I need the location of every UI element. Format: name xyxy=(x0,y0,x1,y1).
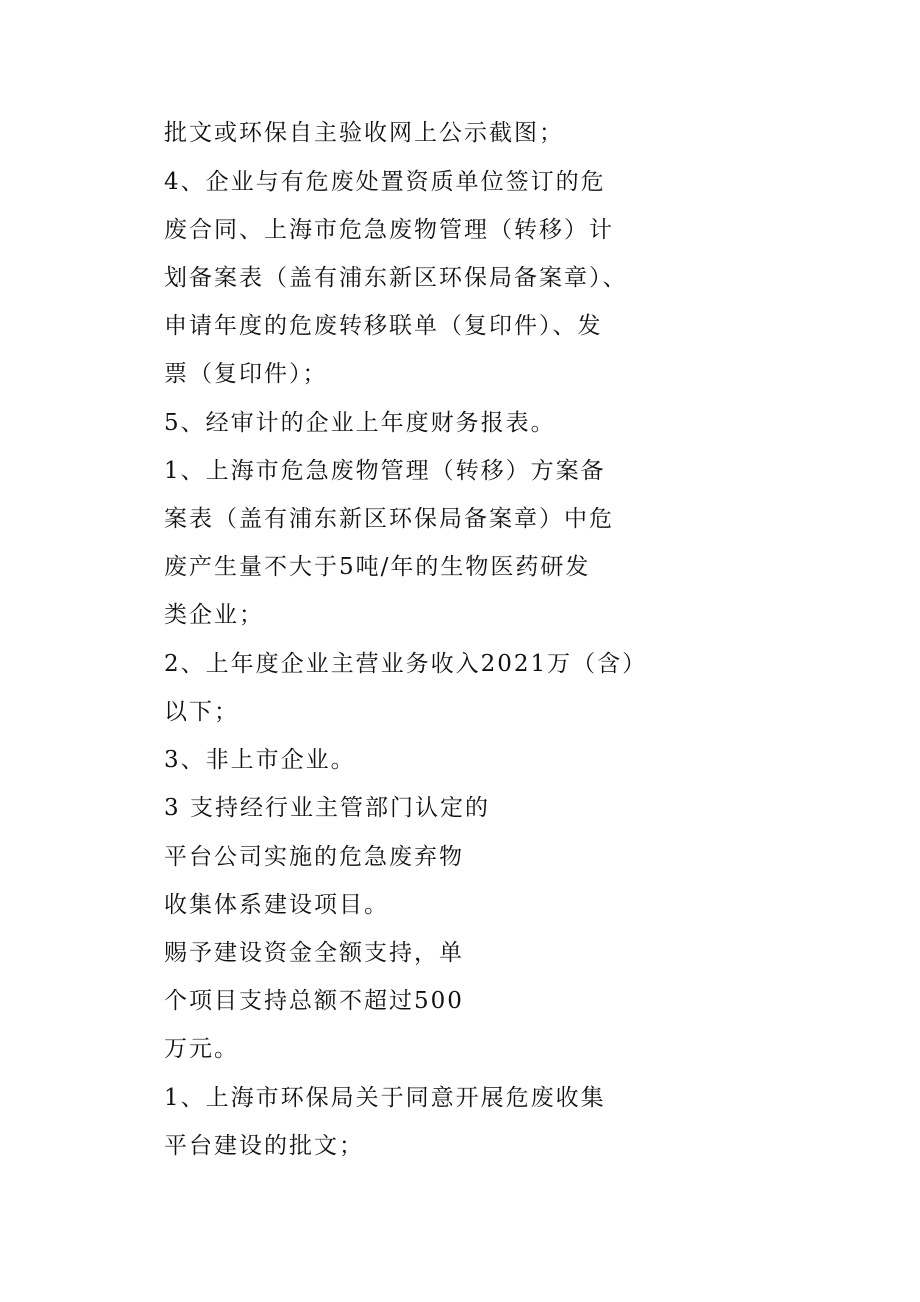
text-line: 3、非上市企业。 xyxy=(164,747,356,773)
text-line: 废合同、上海市危急废物管理（转移）计 xyxy=(164,217,614,243)
text-line: 平台公司实施的危急废弃物 xyxy=(164,844,464,870)
text-line: 4、企业与有危废处置资质单位签订的危 xyxy=(164,169,606,195)
text-line: 划备案表（盖有浦东新区环保局备案章）、 xyxy=(164,265,628,291)
text-line: 以下； xyxy=(164,699,239,725)
text-line: 2、上年度企业主营业务收入2021万（含） xyxy=(164,651,648,677)
text-line: 1、上海市环保局关于同意开展危废收集 xyxy=(164,1085,606,1111)
text-line: 收集体系建设项目。 xyxy=(164,892,389,918)
text-line: 1、上海市危急废物管理（转移）方案备 xyxy=(164,458,606,484)
text-line: 案表（盖有浦东新区环保局备案章）中危 xyxy=(164,506,614,532)
text-line: 3 支持经行业主管部门认定的 xyxy=(164,795,490,821)
text-line: 万元。 xyxy=(164,1036,239,1062)
text-line: 赐予建设资金全额支持，单 xyxy=(164,940,464,966)
text-line: 5、经审计的企业上年度财务报表。 xyxy=(164,410,556,436)
text-line: 票（复印件）； xyxy=(164,361,328,387)
text-line: 批文或环保自主验收网上公示截图； xyxy=(164,120,564,146)
text-line: 平台建设的批文； xyxy=(164,1133,364,1159)
text-line: 废产生量不大于5吨/年的生物医药研发 xyxy=(164,554,591,580)
text-line: 类企业； xyxy=(164,602,264,628)
text-line: 个项目支持总额不超过500 xyxy=(164,988,464,1014)
text-line: 申请年度的危废转移联单（复印件）、发 xyxy=(164,313,603,339)
